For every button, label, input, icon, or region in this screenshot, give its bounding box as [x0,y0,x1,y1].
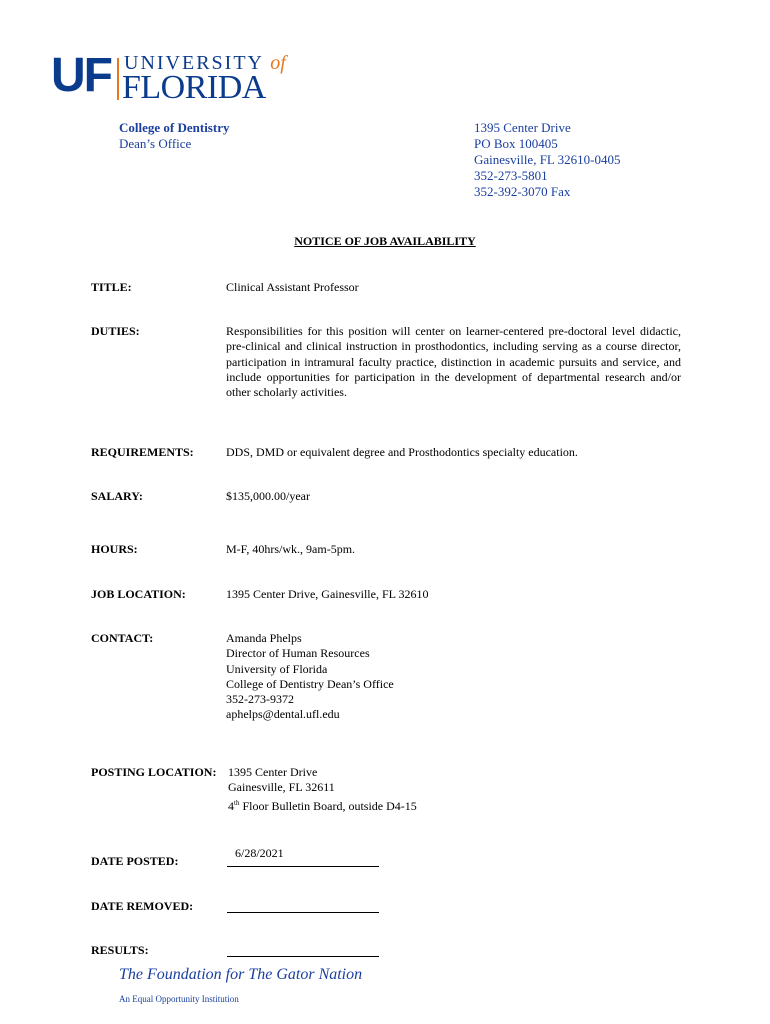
fax: 352-392-3070 Fax [474,184,571,199]
logo-florida-text: FLORIDA [122,69,266,106]
contact-block [226,631,394,723]
requirements-value: DDS, DMD or equivalent degree and Prosthodontics specialty education. [226,445,578,459]
date-posted-value: 6/28/2021 [235,846,284,860]
address-line-3: Gainesville, FL 32610-0405 [474,152,621,167]
duties-value: Responsibilities for this position will center on learner-centered pre-doctoral level didactic, pre-clinical and clinical instruction in prosthodontics, including serving as a course director, participation in intramural faculty practice, distinction in academic pursuits and service, and include opportunities for participation in the development of departmental research and/or other scholarly activities. [226,324,681,400]
contact-role: Director of Human Resources [226,646,370,661]
college-name: College of Dentistry [119,120,230,135]
job-location-label: JOB LOCATION: [91,587,186,601]
contact-institution: University of Florida [226,661,328,676]
posting-location-block [228,765,417,814]
posting-floor-suffix: th [234,798,240,807]
footer-eoi: An Equal Opportunity Institution [119,994,239,1004]
contact-label: CONTACT: [91,631,154,645]
contact-phone: 352-273-9372 [226,692,294,707]
posting-location-label: POSTING LOCATION: [91,765,217,779]
address-line-2: PO Box 100405 [474,136,558,151]
header-address [474,120,620,200]
title-value: Clinical Assistant Professor [226,280,359,294]
title-label: TITLE: [91,280,132,294]
contact-office: College of Dentistry Dean’s Office [226,676,394,691]
requirements-label: REQUIREMENTS: [91,445,194,459]
contact-email: aphelps@dental.ufl.edu [226,707,340,722]
posting-line-2: Gainesville, FL 32611 [228,780,335,795]
logo-divider [117,58,119,100]
date-posted-line [227,866,379,867]
date-posted-label: DATE POSTED: [91,854,179,868]
phone: 352-273-5801 [474,168,548,183]
posting-floor-text: Floor Bulletin Board, outside D4-15 [239,798,417,813]
job-location-value: 1395 Center Drive, Gainesville, FL 32610 [226,587,429,601]
logo-university-word: UNIVERSITY [124,52,264,74]
posting-floor-number: 4 [228,798,234,813]
hours-value: M-F, 40hrs/wk., 9am-5pm. [226,542,356,556]
posting-line-1: 1395 Center Drive [228,765,318,779]
salary-label: SALARY: [91,489,143,503]
salary-value: $135,000.00/year [226,489,310,503]
office-name: Dean’s Office [119,136,192,151]
results-label: RESULTS: [91,943,149,957]
duties-label: DUTIES: [91,324,140,338]
notice-title: NOTICE OF JOB AVAILABILITY [294,234,476,248]
footer-tagline: The Foundation for The Gator Nation [119,966,363,983]
address-line-1: 1395 Center Drive [474,120,571,135]
posting-line-3 [228,796,417,814]
date-removed-label: DATE REMOVED: [91,899,194,913]
header-department [119,120,229,152]
uf-logo-monogram: UF [51,49,111,102]
logo-of-word: of [270,52,286,74]
results-line [227,956,379,957]
contact-name: Amanda Phelps [226,631,302,645]
date-removed-line [227,912,379,913]
hours-label: HOURS: [91,542,138,556]
